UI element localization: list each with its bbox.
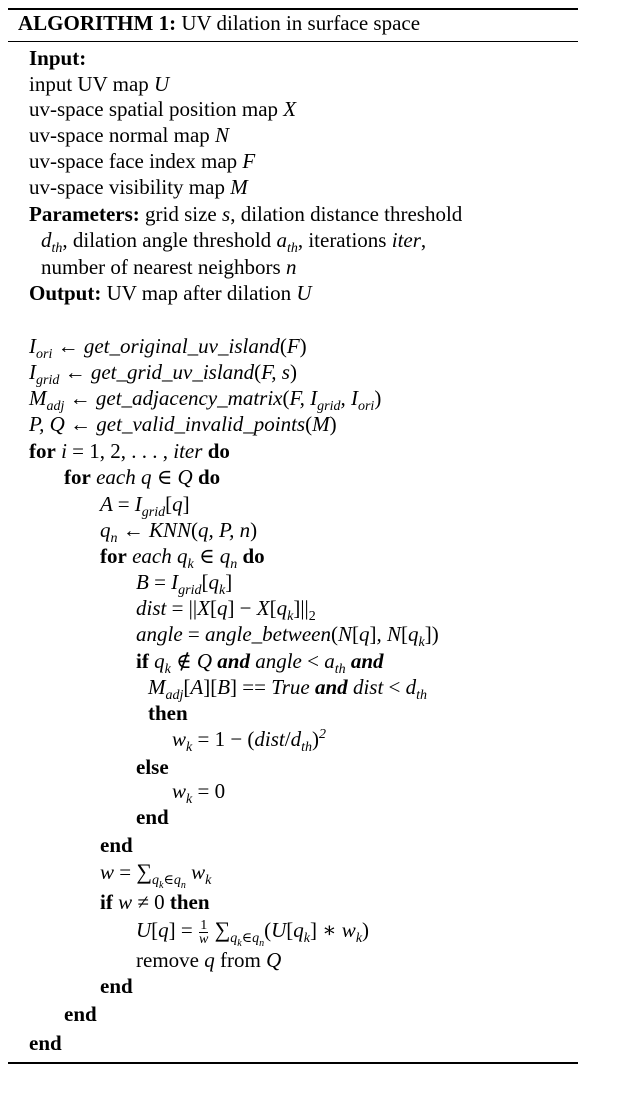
end-for-qk-line — [100, 833, 133, 857]
param-text: grid size — [139, 202, 222, 226]
output-label: Output: — [29, 281, 102, 305]
for-each-qk-line: for each $q_k$ ∈ $q_n$ do — [100, 544, 265, 572]
output-var: U — [296, 281, 312, 305]
step-get-grid-island: $I_{grid}$ ← get_grid_uv_island(F, s) — [29, 360, 297, 388]
input-item-var: M — [230, 175, 248, 199]
input-item-uv-map — [29, 72, 169, 96]
input-item-normal-map — [29, 123, 229, 147]
step-sum-weights: $w = \sum_{q_k\in q_n}$ $w_k$ — [100, 859, 212, 891]
keyword-from: from — [219, 948, 261, 972]
bottom-rule — [8, 1062, 578, 1064]
end-for-iter-line — [29, 1031, 62, 1055]
step-get-points: P, Q ← get_valid_invalid_points(M) — [29, 412, 337, 436]
param-sub: th — [51, 241, 63, 256]
step-weight-formula: $w_k = 1$ − $(dist/d_{th})^2$ — [172, 727, 326, 755]
for-iter-line: for i = 1, 2, . . . , iter do — [29, 439, 230, 463]
if-condition-line-1: if $q_k$ ∉ Q and angle < $a_{th}$ and — [136, 649, 384, 677]
keyword-for: for — [100, 544, 127, 568]
param-var: iter — [391, 228, 421, 252]
param-text: , dilation distance threshold — [230, 202, 463, 226]
title-rule — [8, 41, 578, 42]
if-condition-line-2: $M_{adj}[A][B]$ == True and dist < $d_{th}$ — [148, 675, 428, 703]
parameters-line-2 — [41, 228, 427, 256]
param-text: , iterations — [297, 228, 392, 252]
input-item-var: F — [242, 149, 256, 173]
step-angle: angle = angle_between(N[q], $N[q_k]$) — [136, 622, 439, 650]
keyword-then: then — [169, 890, 210, 914]
step-assign-a: $A = I_{grid}[q]$ — [100, 492, 190, 520]
input-item-text: uv-space face index map — [29, 149, 243, 173]
keyword-end: end — [64, 1002, 97, 1026]
input-item-text: uv-space spatial position map — [29, 97, 284, 121]
input-item-visibility-map — [29, 175, 248, 199]
keyword-and: and — [315, 675, 348, 699]
input-item-text: uv-space normal map — [29, 123, 216, 147]
for-each-q-line: for each q ∈ Q do — [64, 465, 221, 489]
keyword-if: if — [100, 890, 113, 914]
input-item-text: input UV map — [29, 72, 155, 96]
step-get-original-island: $I_{ori}$ ← get_original_uv_island(F) — [29, 334, 307, 362]
keyword-each: each — [96, 465, 136, 489]
param-sub: th — [286, 241, 298, 256]
input-item-position-map — [29, 97, 296, 121]
algorithm-label: ALGORITHM 1: — [18, 11, 177, 35]
step-update-u: U[q] = $\frac{1}{w}$ $\sum_{q_k\in q_n}(U[q_k]$ ∗ $w_k$) — [136, 917, 370, 949]
output-line — [29, 281, 312, 305]
keyword-do: do — [242, 544, 265, 568]
step-weight-zero: $w_k = 0$ — [172, 779, 226, 807]
algorithm-title-text: UV dilation in surface space — [181, 11, 421, 35]
input-item-face-index-map — [29, 149, 255, 173]
keyword-end: end — [29, 1031, 62, 1055]
input-heading — [29, 46, 86, 70]
keyword-do: do — [207, 439, 230, 463]
param-text: , dilation angle threshold — [62, 228, 277, 252]
remove-q-line: remove q from Q — [136, 948, 282, 972]
algorithm-title — [18, 11, 420, 35]
top-rule — [8, 8, 578, 10]
output-text: UV map after dilation — [101, 281, 297, 305]
step-get-adjacency: $M_{adj}$ ← get_adjacency_matrix(F, $I_{grid}$, $I_{ori}$) — [29, 386, 382, 414]
param-var: d — [41, 228, 52, 252]
param-var: s — [222, 202, 231, 226]
keyword-then: then — [148, 701, 188, 725]
parameters-line-3 — [41, 255, 296, 279]
if-weight-line: if w ≠ 0 then — [100, 890, 210, 914]
keyword-each: each — [132, 544, 172, 568]
param-text: number of nearest neighbors — [41, 255, 286, 279]
input-item-var: N — [215, 123, 230, 147]
step-knn: $q_n$ ← KNN(q, P, n) — [100, 518, 258, 546]
input-label: Input: — [29, 46, 87, 70]
input-item-text: uv-space visibility map — [29, 175, 231, 199]
keyword-for: for — [29, 439, 56, 463]
parameters-label: Parameters: — [29, 202, 140, 226]
param-var: a — [276, 228, 287, 252]
keyword-if: if — [136, 649, 149, 673]
keyword-end: end — [136, 805, 169, 829]
else-line — [136, 755, 169, 779]
keyword-else: else — [136, 755, 169, 779]
param-var: n — [285, 255, 297, 279]
step-assign-b: $B = I_{grid}[q_k]$ — [136, 570, 233, 598]
keyword-end: end — [100, 833, 133, 857]
keyword-and: and — [350, 649, 384, 673]
param-text: , — [420, 228, 427, 252]
end-for-q-line — [64, 1002, 97, 1026]
step-dist: dist = $||X[q] - X[q_k]||_2$ — [136, 596, 316, 624]
end-if-weight-line — [100, 974, 133, 998]
keyword-remove: remove — [136, 948, 199, 972]
input-item-var: X — [283, 97, 297, 121]
keyword-and: and — [217, 649, 250, 673]
end-if-line — [136, 805, 169, 829]
input-item-var: U — [154, 72, 170, 96]
then-line — [148, 701, 188, 725]
keyword-for: for — [64, 465, 91, 489]
keyword-do: do — [197, 465, 221, 489]
parameters-line-1 — [29, 202, 462, 226]
keyword-end: end — [100, 974, 133, 998]
